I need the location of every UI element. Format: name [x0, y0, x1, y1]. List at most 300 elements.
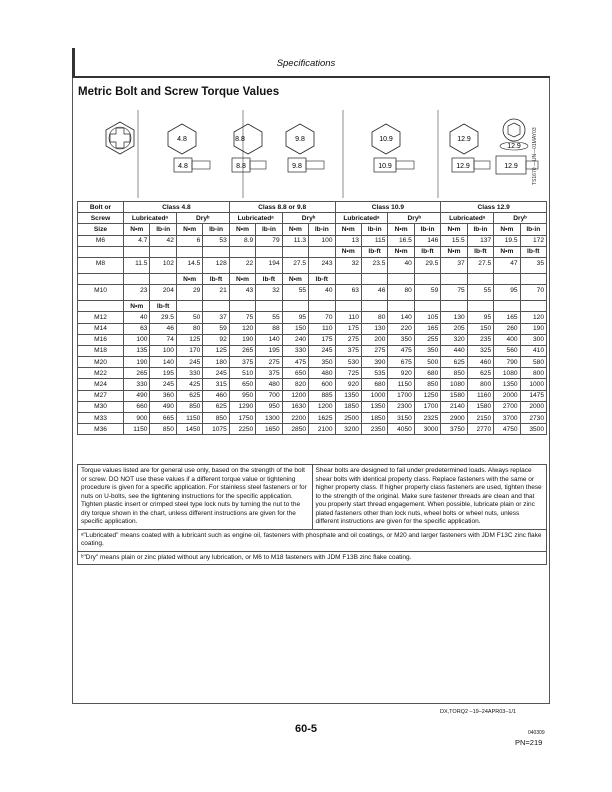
- torque-value-cell: 46: [361, 285, 387, 301]
- torque-value-cell: 660: [124, 401, 150, 412]
- torque-value-cell: 125: [203, 345, 229, 356]
- torque-value-cell: 1625: [309, 413, 335, 424]
- torque-value-cell: 63: [335, 285, 361, 301]
- torque-value-cell: 29: [176, 285, 202, 301]
- unit-header-row: [78, 224, 547, 235]
- torque-value-cell: 13: [335, 235, 361, 246]
- dry-header: Dryᵇ: [282, 213, 335, 224]
- shank-label-4-8: 4.8: [178, 163, 188, 170]
- torque-value-cell: 885: [309, 390, 335, 401]
- unit-change-row: [78, 273, 547, 284]
- unit-header: lb-ft: [361, 246, 387, 257]
- torque-value-cell: 4050: [388, 424, 414, 435]
- bolt-head-8-8: [234, 124, 262, 154]
- condition-header-row: [78, 213, 547, 224]
- torque-value-cell: 1080: [494, 368, 520, 379]
- torque-value-cell: 850: [203, 413, 229, 424]
- torque-value-cell: 140: [388, 312, 414, 323]
- unit-header: lb-in: [150, 224, 176, 235]
- torque-value-cell: 535: [361, 368, 387, 379]
- table-row: [78, 312, 547, 323]
- torque-value-cell: 3500: [520, 424, 546, 435]
- torque-value-cell: 172: [520, 235, 546, 246]
- torque-value-cell: 350: [309, 357, 335, 368]
- size-header: Size: [78, 224, 124, 235]
- torque-value-cell: 1200: [309, 401, 335, 412]
- torque-value-cell: 275: [256, 357, 282, 368]
- size-cell: M18: [78, 345, 124, 356]
- screw-header: Screw: [78, 213, 124, 224]
- bolt-head-9-8: [286, 124, 314, 154]
- torque-value-cell: 1075: [203, 424, 229, 435]
- torque-value-cell: 375: [256, 368, 282, 379]
- torque-value-cell: 40: [124, 312, 150, 323]
- torque-value-cell: 920: [335, 379, 361, 390]
- torque-value-cell: 725: [335, 368, 361, 379]
- torque-value-cell: 55: [282, 285, 308, 301]
- unit-header: lb-ft: [414, 246, 440, 257]
- unit-header: N•m: [282, 224, 308, 235]
- size-cell: M16: [78, 334, 124, 345]
- torque-value-cell: 80: [361, 312, 387, 323]
- unit-header: lb-in: [467, 224, 493, 235]
- unit-header: N•m: [441, 246, 467, 257]
- torque-value-cell: 580: [520, 357, 546, 368]
- torque-value-cell: 1150: [388, 379, 414, 390]
- torque-value-cell: 190: [124, 357, 150, 368]
- torque-value-cell: 243: [309, 257, 335, 273]
- torque-value-cell: 820: [282, 379, 308, 390]
- table-row: [78, 235, 547, 246]
- torque-value-cell: 102: [150, 257, 176, 273]
- table-row: [78, 413, 547, 424]
- torque-value-cell: 110: [335, 312, 361, 323]
- shear-bolt-note: Shear bolts are designed to fail under predetermined loads. Always replace shear bolts with identical property class. Replace fasteners with the same or higher property class. If higher property class fasteners are used, tighten these to the strength of the original. Make sure fastener threads are clean and that you properly start thread engagement. When possible, lubricate plain or zinc plated fasteners other than lock nuts, wheel bolts or wheel nuts, unless different instructions are given for the specific application.: [312, 465, 547, 530]
- torque-value-cell: 265: [124, 368, 150, 379]
- torque-value-cell: 560: [494, 345, 520, 356]
- size-cell: M6: [78, 235, 124, 246]
- torque-value-cell: 6: [176, 235, 202, 246]
- torque-value-cell: 2250: [229, 424, 255, 435]
- torque-value-cell: 32: [335, 257, 361, 273]
- torque-value-cell: 2300: [388, 401, 414, 412]
- torque-value-cell: 220: [388, 323, 414, 334]
- torque-value-cell: 140: [256, 334, 282, 345]
- size-cell: M10: [78, 285, 124, 301]
- torque-value-cell: 650: [282, 368, 308, 379]
- torque-value-cell: 120: [229, 323, 255, 334]
- unit-header: N•m: [176, 273, 202, 284]
- side-view-10-9: [374, 158, 414, 172]
- table-row: [78, 390, 547, 401]
- unit-header: N•m: [229, 224, 255, 235]
- unit-header: lb-in: [361, 224, 387, 235]
- torque-value-cell: 46: [150, 323, 176, 334]
- table-row: [78, 357, 547, 368]
- torque-value-cell: 70: [309, 312, 335, 323]
- torque-value-cell: 4750: [494, 424, 520, 435]
- torque-value-cell: 245: [176, 357, 202, 368]
- torque-value-cell: 35: [520, 257, 546, 273]
- torque-value-cell: 200: [361, 334, 387, 345]
- torque-value-cell: 1300: [256, 413, 282, 424]
- torque-value-cell: 350: [388, 334, 414, 345]
- table-row: [78, 257, 547, 273]
- torque-value-cell: 2350: [361, 424, 387, 435]
- torque-value-cell: 50: [176, 312, 202, 323]
- unit-header: N•m: [335, 224, 361, 235]
- pn-label: PN=219: [515, 738, 543, 747]
- torque-value-cell: 410: [520, 345, 546, 356]
- torque-value-cell: 475: [282, 357, 308, 368]
- torque-value-cell: 350: [414, 345, 440, 356]
- torque-value-cell: 625: [467, 368, 493, 379]
- torque-value-cell: 2200: [282, 413, 308, 424]
- unit-header: lb-in: [309, 224, 335, 235]
- dry-header: Dryᵇ: [176, 213, 229, 224]
- torque-value-cell: 4.7: [124, 235, 150, 246]
- torque-value-cell: 3000: [414, 424, 440, 435]
- frame-top-rule: [72, 76, 550, 78]
- size-cell: M27: [78, 390, 124, 401]
- torque-value-cell: 100: [309, 235, 335, 246]
- class-header: Class 12.9: [441, 202, 547, 213]
- unit-header: lb-ft: [520, 246, 546, 257]
- size-cell: M36: [78, 424, 124, 435]
- shank-label-12-9: 12.9: [456, 163, 470, 170]
- torque-value-cell: 1580: [467, 401, 493, 412]
- unit-header: N•m: [124, 301, 150, 312]
- unit-header: N•m: [124, 224, 150, 235]
- size-cell: M24: [78, 379, 124, 390]
- torque-value-cell: 8.9: [229, 235, 255, 246]
- torque-value-cell: 1700: [414, 401, 440, 412]
- torque-value-cell: 80: [176, 323, 202, 334]
- torque-value-cell: 950: [256, 401, 282, 412]
- torque-value-cell: 1350: [335, 390, 361, 401]
- torque-value-cell: 3700: [494, 413, 520, 424]
- bolt-or-header: Bolt or: [78, 202, 124, 213]
- torque-value-cell: 500: [414, 357, 440, 368]
- torque-value-cell: 3750: [441, 424, 467, 435]
- torque-value-cell: 1150: [124, 424, 150, 435]
- size-cell: M14: [78, 323, 124, 334]
- torque-value-cell: 800: [520, 368, 546, 379]
- torque-value-cell: 105: [414, 312, 440, 323]
- torque-value-cell: 675: [388, 357, 414, 368]
- torque-value-cell: 2325: [414, 413, 440, 424]
- unit-header: N•m: [494, 224, 520, 235]
- torque-value-cell: 1650: [256, 424, 282, 435]
- torque-value-cell: 950: [229, 390, 255, 401]
- header-title: Specifications: [276, 58, 336, 69]
- unit-header: lb-ft: [150, 301, 176, 312]
- torque-value-cell: 2900: [441, 413, 467, 424]
- torque-value-cell: 3200: [335, 424, 361, 435]
- torque-value-cell: 70: [520, 285, 546, 301]
- torque-value-cell: 37: [203, 312, 229, 323]
- torque-value-cell: 27.5: [282, 257, 308, 273]
- torque-value-cell: 2140: [441, 401, 467, 412]
- unit-header: N•m: [176, 224, 202, 235]
- torque-value-cell: 360: [150, 390, 176, 401]
- table-row: [78, 334, 547, 345]
- torque-value-cell: 11.3: [282, 235, 308, 246]
- lubricated-header: Lubricatedᵃ: [124, 213, 177, 224]
- torque-value-cell: 195: [256, 345, 282, 356]
- unit-header: N•m: [388, 224, 414, 235]
- torque-value-cell: 1700: [388, 390, 414, 401]
- size-cell: M22: [78, 368, 124, 379]
- torque-value-cell: 100: [150, 345, 176, 356]
- page-number: 60-5: [294, 723, 318, 735]
- torque-value-cell: 194: [256, 257, 282, 273]
- torque-value-cell: 2100: [309, 424, 335, 435]
- lubricated-header: Lubricatedᵃ: [335, 213, 388, 224]
- head-label-socket-12-9: 12.9: [507, 143, 521, 150]
- figure-code: TS1670 —UN—01MAY03: [532, 127, 538, 185]
- size-cell: M12: [78, 312, 124, 323]
- torque-value-cell: 625: [203, 401, 229, 412]
- unit-header: N•m: [229, 273, 255, 284]
- torque-value-cell: 490: [124, 390, 150, 401]
- unit-change-row: [78, 246, 547, 257]
- torque-value-cell: 63: [124, 323, 150, 334]
- torque-value-cell: 325: [467, 345, 493, 356]
- torque-value-cell: 165: [494, 312, 520, 323]
- page-title: Metric Bolt and Screw Torque Values: [78, 86, 280, 98]
- lubricated-header: Lubricatedᵃ: [441, 213, 494, 224]
- table-row: [78, 368, 547, 379]
- torque-value-cell: 43: [229, 285, 255, 301]
- torque-value-cell: 650: [229, 379, 255, 390]
- torque-value-cell: 88: [256, 323, 282, 334]
- torque-value-cell: 37: [441, 257, 467, 273]
- unit-header: lb-in: [520, 224, 546, 235]
- torque-table: [77, 201, 547, 435]
- torque-value-cell: 680: [361, 379, 387, 390]
- torque-value-cell: 330: [282, 345, 308, 356]
- torque-value-cell: 440: [441, 345, 467, 356]
- torque-value-cell: 265: [229, 345, 255, 356]
- torque-value-cell: 125: [176, 334, 202, 345]
- torque-value-cell: 375: [229, 357, 255, 368]
- torque-value-cell: 190: [229, 334, 255, 345]
- torque-value-cell: 315: [203, 379, 229, 390]
- torque-value-cell: 275: [361, 345, 387, 356]
- torque-value-cell: 165: [414, 323, 440, 334]
- torque-value-cell: 1580: [441, 390, 467, 401]
- torque-value-cell: 27.5: [467, 257, 493, 273]
- torque-value-cell: 110: [309, 323, 335, 334]
- torque-value-cell: 75: [441, 285, 467, 301]
- shank-label-8-8: 8.8: [236, 163, 246, 170]
- head-label-4-8: 4.8: [177, 136, 187, 143]
- torque-value-cell: 625: [176, 390, 202, 401]
- torque-value-cell: 120: [520, 312, 546, 323]
- torque-value-cell: 150: [282, 323, 308, 334]
- torque-value-cell: 240: [282, 334, 308, 345]
- torque-value-cell: 205: [441, 323, 467, 334]
- torque-value-cell: 1150: [176, 413, 202, 424]
- unit-header: lb-in: [414, 224, 440, 235]
- notes-table: [77, 464, 547, 565]
- table-row: [78, 345, 547, 356]
- torque-value-cell: 790: [494, 357, 520, 368]
- torque-value-cell: 29.5: [414, 257, 440, 273]
- torque-value-cell: 11.5: [124, 257, 150, 273]
- torque-value-cell: 55: [467, 285, 493, 301]
- torque-value-cell: 460: [467, 357, 493, 368]
- bolt-head-10-9: [372, 124, 400, 154]
- lubricated-header: Lubricatedᵃ: [229, 213, 282, 224]
- torque-value-cell: 850: [150, 424, 176, 435]
- torque-value-cell: 2000: [520, 401, 546, 412]
- torque-value-cell: 2150: [467, 413, 493, 424]
- torque-value-cell: 1850: [335, 401, 361, 412]
- torque-value-cell: 850: [441, 368, 467, 379]
- torque-value-cell: 79: [256, 235, 282, 246]
- torque-value-cell: 490: [150, 401, 176, 412]
- torque-value-cell: 475: [388, 345, 414, 356]
- size-cell: M33: [78, 413, 124, 424]
- torque-value-cell: 2700: [494, 401, 520, 412]
- size-cell: M30: [78, 401, 124, 412]
- bolt-head-12-9: [450, 124, 478, 154]
- torque-value-cell: 850: [414, 379, 440, 390]
- torque-value-cell: 100: [124, 334, 150, 345]
- torque-value-cell: 1250: [414, 390, 440, 401]
- socket-head-12-9: [500, 119, 528, 150]
- torque-value-cell: 140: [150, 357, 176, 368]
- torque-value-cell: 2500: [335, 413, 361, 424]
- class-header: Class 10.9: [335, 202, 441, 213]
- torque-value-cell: 32: [256, 285, 282, 301]
- document-code: DX,TORQ2 –19–24APR03–1/1: [440, 709, 517, 715]
- head-label-8-8: 8.8: [235, 136, 245, 143]
- head-label-9-8: 9.8: [295, 136, 305, 143]
- table-row: [78, 323, 547, 334]
- torque-value-cell: 600: [309, 379, 335, 390]
- unit-header: N•m: [441, 224, 467, 235]
- torque-value-cell: 40: [309, 285, 335, 301]
- torque-value-cell: 130: [441, 312, 467, 323]
- torque-value-cell: 195: [150, 368, 176, 379]
- torque-value-cell: 530: [335, 357, 361, 368]
- bolt-head-illustration: [78, 108, 548, 200]
- torque-value-cell: 3150: [388, 413, 414, 424]
- torque-value-cell: 135: [124, 345, 150, 356]
- torque-value-cell: 260: [494, 323, 520, 334]
- torque-value-cell: 2000: [494, 390, 520, 401]
- torque-value-cell: 425: [176, 379, 202, 390]
- unit-header: lb-ft: [256, 273, 282, 284]
- unit-header: N•m: [388, 246, 414, 257]
- footnote-dry: ᵇ"Dry" means plain or zinc plated without any lubrication, or M6 to M18 fasteners with JDM F13B zinc flake coating.: [78, 551, 547, 565]
- torque-value-cell: 2730: [520, 413, 546, 424]
- torque-value-cell: 14.5: [176, 257, 202, 273]
- side-view-8-8: [232, 158, 266, 172]
- class-header: Class 4.8: [124, 202, 230, 213]
- torque-value-cell: 850: [176, 401, 202, 412]
- torque-value-cell: 245: [309, 345, 335, 356]
- torque-value-cell: 300: [520, 334, 546, 345]
- unit-header: N•m: [335, 246, 361, 257]
- torque-value-cell: 1850: [361, 413, 387, 424]
- torque-value-cell: 42: [150, 235, 176, 246]
- torque-value-cell: 1000: [361, 390, 387, 401]
- torque-value-cell: 204: [150, 285, 176, 301]
- bolt-head-4-8: [168, 124, 196, 154]
- unit-header: N•m: [282, 273, 308, 284]
- torque-value-cell: 1350: [361, 401, 387, 412]
- class-header-row: [78, 202, 547, 213]
- footnote-lubricated: ᵃ"Lubricated" means coated with a lubricant such as engine oil, fasteners with phosphate and oil coatings, or M20 and larger fasteners with JDM F13C zinc flake coating.: [78, 529, 547, 551]
- dry-header: Dryᵇ: [494, 213, 547, 224]
- torque-value-cell: 137: [467, 235, 493, 246]
- unit-change-row: [78, 301, 547, 312]
- torque-value-cell: 275: [335, 334, 361, 345]
- general-use-note: Torque values listed are for general use only, based on the strength of the bolt or screw. DO NOT use these values if a different torque value or tightening procedure is given for a specific application. For stainless steel fasteners or for nuts on U-bolts, see the tightening instructions for the specific application. Tighten plastic insert or crimped steel type lock nuts by turning the nut to the dry torque shown in the chart, unless different instructions are given for the specific application.: [78, 465, 313, 530]
- table-row: [78, 285, 547, 301]
- torque-value-cell: 920: [388, 368, 414, 379]
- torque-value-cell: 74: [150, 334, 176, 345]
- torque-value-cell: 1450: [176, 424, 202, 435]
- torque-value-cell: 47: [494, 257, 520, 273]
- torque-value-cell: 375: [335, 345, 361, 356]
- torque-value-cell: 40: [388, 257, 414, 273]
- torque-value-cell: 170: [176, 345, 202, 356]
- size-cell: M20: [78, 357, 124, 368]
- torque-value-cell: 480: [256, 379, 282, 390]
- torque-value-cell: 29.5: [150, 312, 176, 323]
- table-row: [78, 401, 547, 412]
- torque-value-cell: 19.5: [494, 235, 520, 246]
- torque-value-cell: 23: [124, 285, 150, 301]
- torque-value-cell: 150: [467, 323, 493, 334]
- torque-value-cell: 22: [229, 257, 255, 273]
- torque-value-cell: 175: [335, 323, 361, 334]
- torque-value-cell: 245: [150, 379, 176, 390]
- shank-label-socket-12-9: 12.9: [504, 163, 518, 170]
- torque-value-cell: 1160: [467, 390, 493, 401]
- torque-value-cell: 330: [176, 368, 202, 379]
- shank-label-9-8: 9.8: [292, 163, 302, 170]
- torque-value-cell: 680: [414, 368, 440, 379]
- torque-value-cell: 146: [414, 235, 440, 246]
- table-row: [78, 424, 547, 435]
- torque-value-cell: 59: [414, 285, 440, 301]
- torque-value-cell: 460: [203, 390, 229, 401]
- torque-value-cell: 16.5: [388, 235, 414, 246]
- torque-value-cell: 625: [441, 357, 467, 368]
- torque-value-cell: 21: [203, 285, 229, 301]
- side-view-9-8: [288, 158, 324, 172]
- size-cell: M8: [78, 257, 124, 273]
- torque-value-cell: 480: [309, 368, 335, 379]
- torque-value-cell: 245: [203, 368, 229, 379]
- torque-value-cell: 53: [203, 235, 229, 246]
- metric-bolt-head-icon: [106, 122, 134, 154]
- unit-header: lb-ft: [309, 273, 335, 284]
- torque-value-cell: 320: [441, 334, 467, 345]
- torque-value-cell: 175: [309, 334, 335, 345]
- torque-value-cell: 700: [256, 390, 282, 401]
- torque-value-cell: 900: [124, 413, 150, 424]
- torque-value-cell: 59: [203, 323, 229, 334]
- torque-value-cell: 390: [361, 357, 387, 368]
- torque-value-cell: 2770: [467, 424, 493, 435]
